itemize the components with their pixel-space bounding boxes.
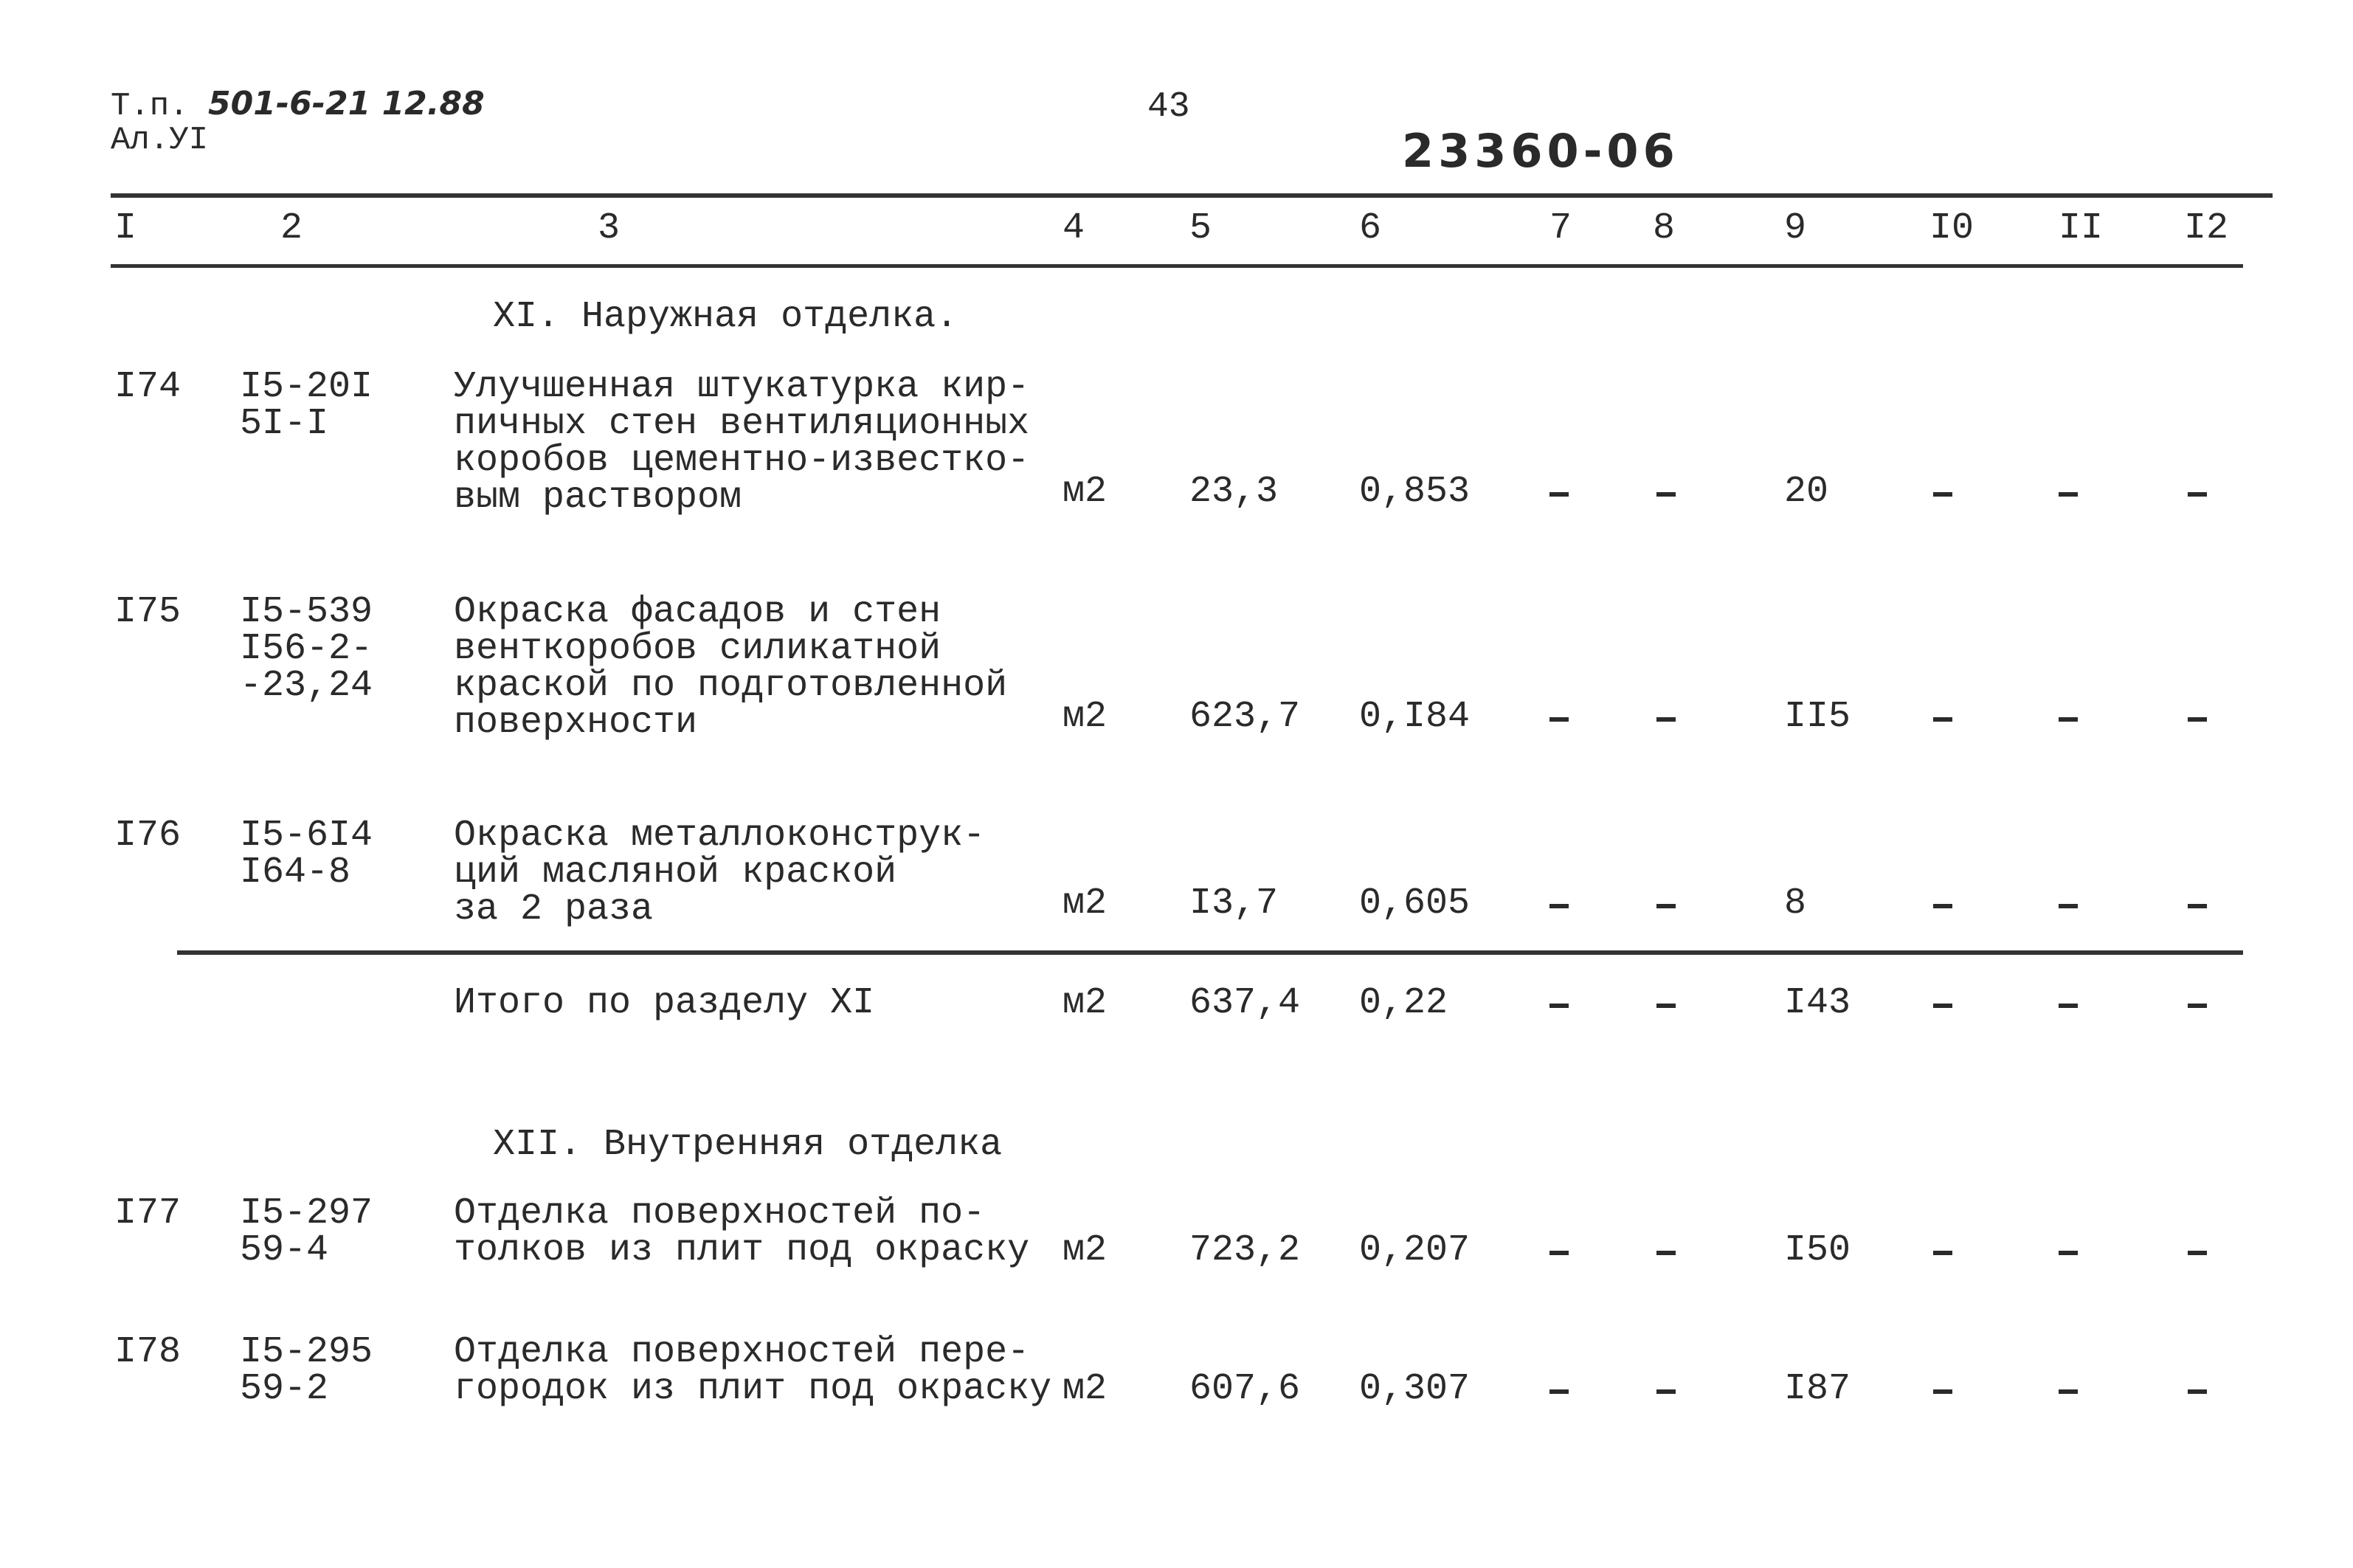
dash-col11	[2059, 492, 2078, 497]
col-header-5: 5	[1189, 207, 1212, 249]
page-number: 43	[1147, 87, 1190, 127]
dash-col12	[2188, 904, 2207, 908]
dash-col10	[1933, 492, 1952, 497]
norm-code: I5-297 59-4	[240, 1192, 373, 1271]
unit: м2	[1063, 1368, 1108, 1410]
dash-col7	[1549, 717, 1569, 722]
col-header-9: 9	[1784, 207, 1807, 249]
work-description: Окраска фасадов и стен венткоробов силикатной краской по подготовленной поверхности	[454, 591, 1008, 744]
col9-value: I50	[1784, 1229, 1851, 1271]
quantity: 637,4	[1189, 982, 1301, 1024]
col9-value: 20	[1784, 471, 1829, 513]
section-title-xii: XII. Внутренняя отделка	[493, 1124, 1003, 1166]
norm-value: 0,853	[1359, 471, 1471, 513]
norm-code: I5-6I4 I64-8	[240, 815, 373, 894]
work-description: Отделка поверхностей по- толков из плит под окраску	[454, 1192, 1030, 1271]
tp-number: 501-6-21 12.88	[208, 85, 485, 122]
dash-col10	[1933, 904, 1952, 908]
unit: м2	[1063, 883, 1108, 925]
dash-col12	[2188, 492, 2207, 497]
quantity: I3,7	[1189, 883, 1279, 925]
col-header-1: I	[114, 207, 137, 249]
dash-col8	[1656, 1389, 1676, 1394]
dash-col10	[1933, 1389, 1952, 1394]
unit: м2	[1063, 1229, 1108, 1271]
quantity: 623,7	[1189, 696, 1301, 738]
dash-col12	[2188, 1251, 2207, 1255]
col-header-2: 2	[280, 207, 303, 249]
norm-value: 0,207	[1359, 1229, 1471, 1271]
dash-col12	[2188, 1004, 2207, 1008]
col-header-11: II	[2059, 207, 2104, 249]
unit: м2	[1063, 982, 1108, 1024]
row-number: I76	[114, 815, 182, 857]
norm-value: 0,22	[1359, 982, 1448, 1024]
dash-col11	[2059, 904, 2078, 908]
norm-value: 0,307	[1359, 1368, 1471, 1410]
norm-code: I5-539 I56-2- -23,24	[240, 591, 373, 707]
quantity: 607,6	[1189, 1368, 1301, 1410]
col-header-4: 4	[1063, 207, 1085, 249]
dash-col12	[2188, 717, 2207, 722]
col9-value: 8	[1784, 883, 1807, 925]
dash-col11	[2059, 1389, 2078, 1394]
section-title-xi: XI. Наружная отделка.	[493, 296, 958, 338]
work-description: Улучшенная штукатурка кир- пичных стен вентиляционных коробов цементно-известко- вым раствором	[454, 366, 1030, 519]
row-number: I78	[114, 1331, 182, 1373]
dash-col7	[1549, 904, 1569, 908]
header-bottom-rule	[111, 264, 2243, 268]
dash-col8	[1656, 717, 1676, 722]
col-header-10: I0	[1929, 207, 1974, 249]
dash-col11	[2059, 1251, 2078, 1255]
work-description: Окраска металлоконструк- ций масляной краской за 2 раза	[454, 815, 986, 930]
document-code: 23360-06	[1402, 124, 1679, 178]
col-header-8: 8	[1653, 207, 1676, 249]
work-description: Отделка поверхностей пере- городок из плит под окраску	[454, 1331, 1052, 1410]
col9-value: II5	[1784, 696, 1851, 738]
dash-col8	[1656, 1004, 1676, 1008]
norm-code: I5-295 59-2	[240, 1331, 373, 1410]
col-header-7: 7	[1549, 207, 1572, 249]
dash-col10	[1933, 1004, 1952, 1008]
dash-col8	[1656, 492, 1676, 497]
dash-col10	[1933, 717, 1952, 722]
col-header-3: 3	[598, 207, 621, 249]
unit: м2	[1063, 471, 1108, 513]
unit: м2	[1063, 696, 1108, 738]
quantity: 23,3	[1189, 471, 1279, 513]
dash-col8	[1656, 904, 1676, 908]
dash-col7	[1549, 1389, 1569, 1394]
norm-value: 0,I84	[1359, 696, 1471, 738]
col9-value: I87	[1784, 1368, 1851, 1410]
quantity: 723,2	[1189, 1229, 1301, 1271]
row-number: I77	[114, 1192, 182, 1234]
album-label: Ал.УІ	[111, 122, 209, 159]
dash-col11	[2059, 717, 2078, 722]
dash-col7	[1549, 1251, 1569, 1255]
document-reference	[111, 87, 485, 157]
dash-col12	[2188, 1389, 2207, 1394]
dash-col8	[1656, 1251, 1676, 1255]
dash-col7	[1549, 1004, 1569, 1008]
col-header-6: 6	[1359, 207, 1382, 249]
norm-code: I5-20I 5I-I	[240, 366, 373, 445]
tp-prefix: Т.п.	[111, 88, 189, 125]
row-number: I74	[114, 366, 182, 408]
row-number: I75	[114, 591, 182, 633]
subtotal-rule	[177, 950, 2243, 955]
dash-col11	[2059, 1004, 2078, 1008]
col9-value: I43	[1784, 982, 1851, 1024]
subtotal-label: Итого по разделу XI	[454, 982, 875, 1024]
table-top-rule	[111, 193, 2273, 198]
dash-col10	[1933, 1251, 1952, 1255]
dash-col7	[1549, 492, 1569, 497]
col-header-12: I2	[2184, 207, 2229, 249]
norm-value: 0,605	[1359, 883, 1471, 925]
